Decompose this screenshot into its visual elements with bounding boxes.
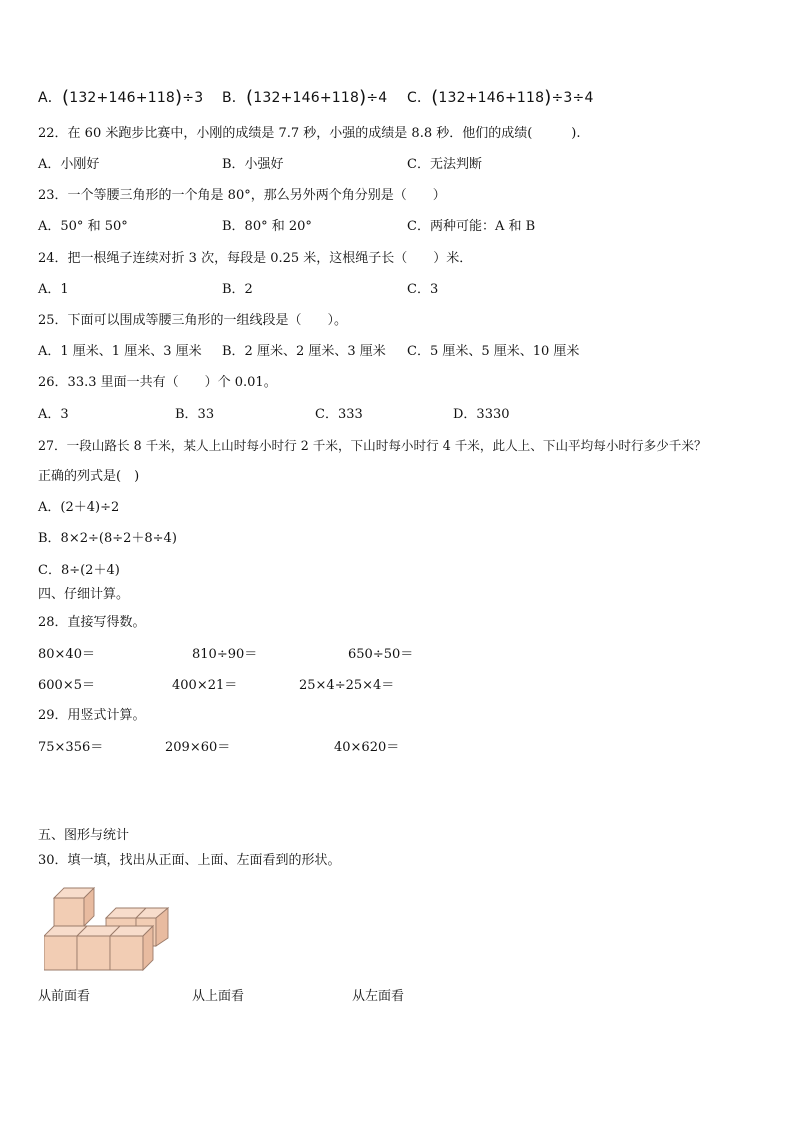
q28-item: 810÷90＝ (192, 647, 258, 662)
q27-option-a: A．(2＋4)÷2 (38, 500, 120, 515)
q22-stem: 22．在 60 米跑步比赛中，小刚的成绩是 7.7 秒，小强的成绩是 8.8 秒．他们的成绩( ). (38, 126, 581, 141)
q25-stem: 25．下面可以围成等腰三角形的一组线段是（ ）。 (38, 313, 348, 328)
q22-option-c: C．无法判断 (407, 157, 482, 172)
q28-item: 400×21＝ (172, 678, 238, 693)
q26-option-b: B．33 (175, 407, 215, 422)
q29-item: 75×356＝ (38, 740, 104, 755)
q21-option-b: B．(132+146+118)÷4 (222, 87, 388, 108)
cube-stack-figure (44, 880, 174, 976)
q26-stem: 26．33.3 里面一共有（ ）个 0.01。 (38, 375, 277, 390)
q28-item: 80×40＝ (38, 647, 95, 662)
q24-option-b: B．2 (222, 282, 253, 297)
q30-view-top: 从上面看 (192, 989, 245, 1004)
q27-option-c: C．8÷(2＋4) (38, 563, 120, 578)
q28-item: 25×4÷25×4＝ (299, 678, 395, 693)
q28-item: 650÷50＝ (348, 647, 414, 662)
q25-option-c: C．5 厘米、5 厘米、10 厘米 (407, 344, 580, 359)
q27-stem: 27．一段山路长 8 千米，某人上山时每小时行 2 千米，下山时每小时行 4 千米，此人上、下山平均每小时行多少千米？ (38, 438, 707, 453)
q24-option-a: A．1 (38, 282, 69, 297)
section-5-title: 五、图形与统计 (38, 828, 130, 843)
q29-item: 209×60＝ (165, 740, 231, 755)
q30-stem: 30．填一填，找出从正面、上面、左面看到的形状。 (38, 853, 341, 868)
q23-option-a: A．50° 和 50° (38, 219, 128, 234)
cube-front-right (110, 926, 153, 970)
q27-option-b: B．8×2÷(8÷2＋8÷4) (38, 531, 177, 546)
q21-option-c: C．(132+146+118)÷3÷4 (407, 87, 594, 108)
q23-option-b: B．80° 和 20° (222, 219, 312, 234)
q26-option-a: A．3 (38, 407, 69, 422)
q29-item: 40×620＝ (334, 740, 400, 755)
q26-option-d: D．3330 (453, 407, 510, 422)
q25-option-a: A．1 厘米、1 厘米、3 厘米 (38, 344, 202, 359)
q30-view-front: 从前面看 (38, 989, 91, 1004)
q24-stem: 24．把一根绳子连续对折 3 次，每段是 0.25 米，这根绳子长（ ）米． (38, 251, 473, 266)
q26-option-c: C．333 (315, 407, 363, 422)
section-4-title: 四、仔细计算。 (38, 587, 130, 602)
q30-view-left: 从左面看 (352, 989, 405, 1004)
q21-option-a: A．(132+146+118)÷3 (38, 87, 204, 108)
q27-stem-continued: 正确的列式是( ) (38, 469, 140, 484)
q22-option-a: A．小刚好 (38, 157, 100, 172)
q28-item: 600×5＝ (38, 678, 95, 693)
q23-stem: 23．一个等腰三角形的一个角是 80°，那么另外两个角分别是（ ） (38, 188, 446, 203)
q28-stem: 28．直接写得数。 (38, 615, 146, 630)
cube-top (54, 888, 94, 926)
q23-option-c: C．两种可能：A 和 B (407, 219, 536, 234)
q22-option-b: B．小强好 (222, 157, 284, 172)
q24-option-c: C．3 (407, 282, 439, 297)
q25-option-b: B．2 厘米、2 厘米、3 厘米 (222, 344, 386, 359)
q29-stem: 29．用竖式计算。 (38, 708, 146, 723)
